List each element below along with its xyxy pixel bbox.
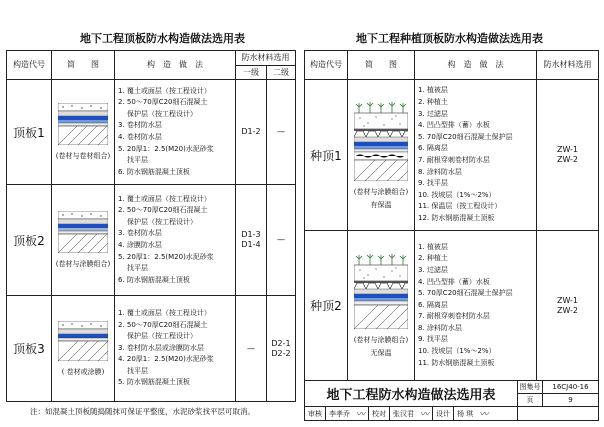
step-text: 3. 卷材防水层: [118, 229, 162, 238]
check-label: 校对: [369, 407, 390, 420]
step-text: 11. 防水钢筋混凝土顶板: [418, 358, 495, 367]
step-text: 2. 种植土: [418, 98, 448, 107]
right-header-diagram: 简 图: [347, 50, 415, 80]
atlas-number: 16CJ40-16: [542, 380, 599, 394]
step-text: 2. 50～70厚C20细石混凝土: [118, 206, 208, 215]
right-row-material: [536, 230, 599, 381]
right-row-diagram: [347, 230, 415, 381]
left-header-material: 防水材料选用: [235, 50, 296, 66]
check-name: 张汉君: [393, 409, 415, 418]
right-row-code: 种顶1: [304, 79, 348, 231]
step-text: 2. 50～70厚C20细石混凝土: [118, 98, 208, 107]
step-text: 4. 20厚1：2.5(M20)水泥砂浆: [118, 355, 214, 364]
review-signature: 〰: [353, 407, 369, 420]
left-row-diagram: [51, 295, 115, 402]
step-text: 8. 涂料防水层: [418, 167, 462, 176]
step-text: 5. 20厚1：2.5(M20)水泥砂浆: [118, 252, 214, 261]
step-text: 9. 找平层: [418, 335, 448, 344]
left-row-diagram: [51, 184, 115, 296]
step-text: 12. 防水钢筋混凝土顶板: [418, 213, 495, 222]
left-row-grade1: [235, 295, 267, 402]
step-text: 1. 覆土或面层（按工程设计）: [118, 194, 211, 203]
grade-value: D2-1: [271, 338, 291, 348]
design-signature: 〰: [479, 410, 489, 420]
right-table: [300, 0, 604, 427]
step-text: 保护层（按工程设计）: [127, 217, 197, 226]
grade-value: —: [277, 235, 285, 244]
left-row-caption: ( 卷材或涂膜): [61, 367, 105, 376]
left-row-method: [114, 295, 236, 402]
step-text: 3. 卷材防水层: [118, 121, 162, 130]
material-value: ZW-2: [556, 305, 579, 315]
step-text: 11. 保温层（按工程设计）: [418, 202, 502, 211]
step-text: 6. 防水钢筋混凝土顶板: [118, 275, 190, 284]
step-text: 1. 植被层: [418, 242, 448, 251]
step-text: 4. 凹凸型排（蓄）水板: [418, 277, 490, 286]
step-text: 3. 卷材防水层或涂膜防水层: [118, 343, 204, 352]
step-text: 8. 涂料防水层: [418, 323, 462, 332]
left-row-method: [114, 184, 236, 296]
step-text: 6. 防水钢筋混凝土顶板: [118, 167, 190, 176]
step-text: 7. 耐根穿刺卷材防水层: [418, 312, 490, 321]
left-row-caption: (卷材与涂膜组合): [55, 260, 111, 268]
step-text: 1. 植被层: [418, 86, 448, 95]
right-header-code: 构造代号: [304, 50, 348, 80]
step-text: 3. 过滤层: [418, 265, 448, 274]
planted-roof-diagram: [354, 253, 408, 329]
step-text: 5. 70厚C20细石混凝土保护层: [418, 132, 513, 141]
step-text: 保护层（按工程设计）: [127, 332, 197, 341]
page-number: 9: [542, 393, 599, 407]
right-row-insulation: 无保温: [370, 349, 392, 357]
right-row-code: 种顶2: [304, 230, 348, 381]
titleblock-filler: [517, 406, 599, 421]
step-text: 保护层（按工程设计）: [127, 109, 197, 118]
left-row-grade2: [266, 295, 296, 402]
step-text: 10. 找坡层（1%～2%）: [418, 190, 496, 199]
roof-section-diagram: [58, 211, 108, 253]
material-value: ZW-2: [556, 155, 579, 164]
right-row-method: [414, 230, 537, 381]
roof-section-diagram: [58, 321, 108, 361]
left-row-method: [114, 79, 236, 185]
left-row-grade1: [235, 184, 267, 296]
left-row-code: 顶板3: [6, 295, 52, 402]
grade-value: D2-2: [271, 348, 291, 358]
right-row-method: [414, 79, 537, 231]
step-text: 3. 过滤层: [418, 109, 448, 118]
grade-value: —: [247, 343, 255, 353]
right-row-insulation: 有保温: [370, 200, 392, 209]
left-header-diagram: 简 图: [51, 50, 115, 80]
left-table-title: 地下工程顶板防水构造做法选用表: [80, 32, 245, 45]
left-table: [0, 0, 300, 427]
left-row-grade2: [266, 184, 296, 296]
step-text: 找平层: [127, 156, 148, 165]
step-text: 4. 涂膜防水层: [118, 241, 162, 249]
right-header-material: 防水材料选用: [536, 50, 599, 80]
right-row-material: [536, 79, 599, 231]
roof-section-diagram: [58, 103, 108, 145]
step-text: 7. 耐根穿刺卷材防水层: [418, 156, 490, 164]
left-row-code: 顶板1: [6, 79, 52, 185]
step-text: 2. 种植土: [418, 254, 448, 263]
step-text: 5. 20厚1：2.5(M20)水泥砂浆: [118, 144, 214, 153]
left-row-grade2: [266, 79, 296, 185]
left-row-caption: (卷材与卷材组合): [55, 152, 111, 160]
left-header-method: 构 造 做 法: [114, 50, 236, 80]
right-row-caption: (卷材与涂膜组合): [353, 336, 409, 344]
left-header-grade1: 一级: [235, 65, 267, 80]
left-note: 注：如混凝土顶板随捣随抹可保证平整度，水泥砂浆找平层可取消。: [30, 407, 255, 416]
page-label: 页: [517, 393, 543, 407]
step-text: 1. 覆土或面层（按工程设计）: [118, 308, 211, 317]
left-row-diagram: [51, 79, 115, 185]
left-row-grade1: [235, 79, 267, 185]
right-header-method: 构 造 做 法: [414, 50, 537, 80]
material-value: ZW-1: [556, 295, 579, 305]
design-name: 杨 琪: [457, 409, 474, 418]
right-row-diagram: [347, 79, 415, 231]
planted-roof-diagram: [354, 101, 408, 181]
step-text: 5. 70厚C20细石混凝土保护层: [418, 289, 513, 298]
step-text: 找平层: [127, 264, 148, 273]
grade-value: D1-2: [241, 127, 261, 136]
review-name: 李孝乔: [329, 409, 350, 418]
signature-row: [304, 406, 518, 421]
left-header-grade2: 二级: [266, 65, 296, 80]
step-text: 6. 隔离层: [418, 300, 448, 309]
left-row-code: 顶板2: [6, 184, 52, 296]
step-text: 找平层: [127, 366, 148, 375]
grade-value: D1-4: [241, 240, 261, 249]
atlas-label: 图集号: [517, 380, 543, 394]
step-text: 9. 找平层: [418, 179, 448, 188]
right-table-title: 地下工程种植顶板防水构造做法选用表: [356, 32, 543, 45]
step-text: 10. 找坡层（1%～2%）: [418, 347, 496, 356]
step-text: 1. 覆土或面层（按工程设计）: [118, 86, 211, 95]
step-text: 2. 50～70厚C20细石混凝土: [118, 320, 208, 329]
material-value: ZW-1: [556, 145, 579, 154]
review-label: 审核: [305, 407, 326, 420]
design-label: 设计: [433, 407, 454, 420]
step-text: 4. 凹凸型排（蓄）水板: [418, 121, 490, 130]
left-header-code: 构造代号: [6, 50, 52, 80]
check-signature: 〰: [417, 407, 433, 420]
step-text: 6. 隔离层: [418, 144, 448, 153]
grade-value: —: [277, 127, 285, 136]
grade-value: D1-3: [241, 230, 261, 239]
step-text: 5. 防水钢筋混凝土顶板: [118, 378, 190, 387]
titleblock-title: 地下工程防水构造做法选用表: [304, 380, 518, 407]
right-row-caption: (卷材与涂膜组合): [353, 187, 409, 196]
step-text: 4. 卷材防水层: [118, 133, 162, 141]
